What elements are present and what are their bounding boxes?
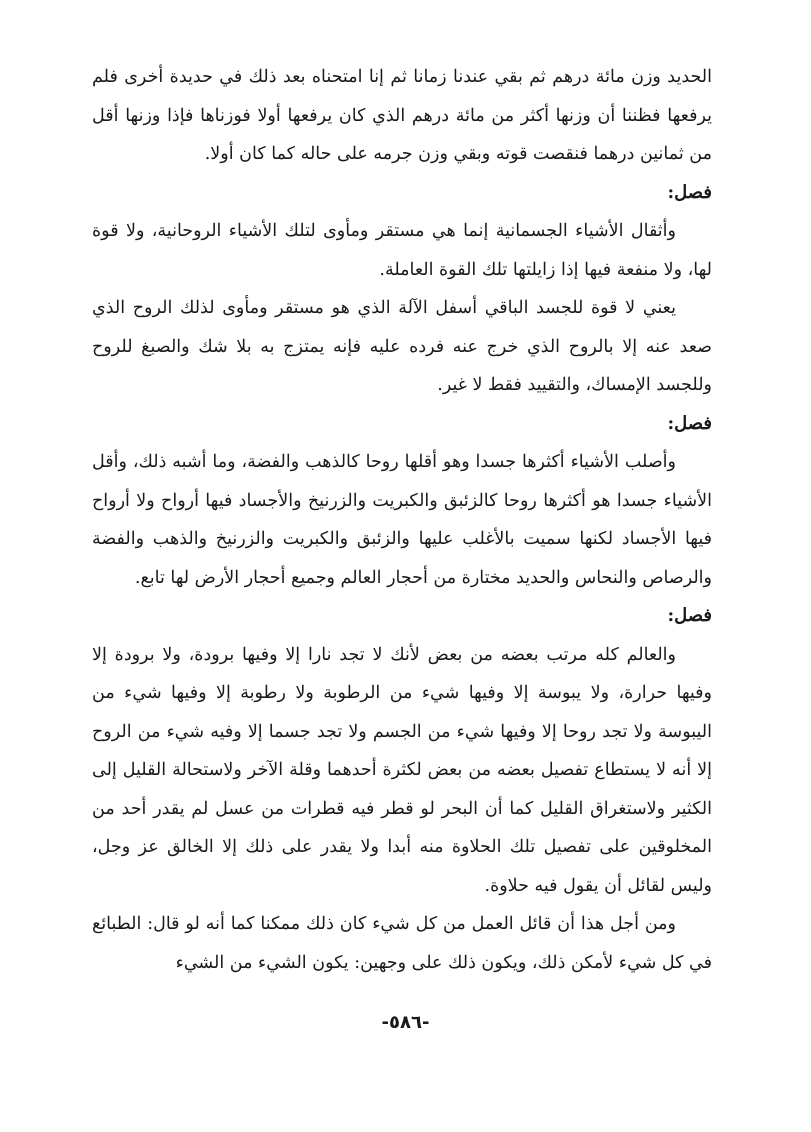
paragraph-3: يعني لا قوة للجسد الباقي أسفل الآلة الذي هو مستقر ومأوى لذلك الروح الذي صعد عنه إلا بالروح الذي خرج عنه فرده عليه فإنه يمتزج به بلا شك والصبغ للروح وللجسد الإمساك، والتقييد فقط لا غير. [92, 298, 712, 395]
page-body [92, 58, 712, 982]
section-heading-3: فصل: [667, 605, 712, 626]
section-heading-1: فصل: [667, 181, 712, 203]
paragraph-4: وأصلب الأشياء أكثرها جسدا وهو أقلها روحا كالذهب والفضة، وما أشبه ذلك، وأقل الأشياء جسدا هو أكثرها روحا كالزئبق والكبريت والزرنيخ والأجساد فيها أرواح ولا أرواح فيها الأجساد لكنها سميت بالأغلب عليها والزئبق والكبريت والزرنيخ والذهب والفضة والرصاص والنحاس والحديد مختارة من أحجار العالم وجميع أحجار الأرض لها تابع. [92, 452, 712, 588]
paragraph-2: وأثقال الأشياء الجسمانية إنما هي مستقر ومأوى لتلك الأشياء الروحانية، ولا قوة لها، ولا منفعة فيها إذا زايلتها تلك القوة العاملة. [92, 221, 712, 280]
section-heading-2: فصل: [667, 412, 712, 434]
page-number: -٥٨٦- [381, 1012, 430, 1033]
paragraph-1: الحديد وزن مائة درهم ثم بقي عندنا زمانا ثم إنا امتحناه بعد ذلك في حديدة أخرى فلم يرفعها فظننا أن وزنها أكثر من مائة درهم الذي كان يرفعها أولا فوزناها فإذا وزنها أقل من ثمانين درهما فنقصت قوته وبقي وزن جرمه على حاله كما كان أولا. [92, 67, 712, 164]
paragraph-5: والعالم كله مرتب بعضه من بعض لأنك لا تجد نارا إلا وفيها برودة، ولا برودة إلا وفيها حرارة، ولا يبوسة إلا وفيها شيء من الرطوبة ولا رطوبة إلا وفيها شيء من اليبوسة ولا تجد روحا إلا وفيها شيء من الجسم ولا تجد جسما إلا وفيه شيء من الروح إلا أنه لا يستطاع تفصيل بعضه من بعض لكثرة أحدهما وقلة الآخر ولاستحالة القليل إلى الكثير ولاستغراق القليل كما أن البحر لو قطر فيه قطرات من عسل لم يقدر أحد من المخلوقين على تفصيل تلك الحلاوة منه أبدا ولا يقدر على ذلك إلا الخالق عز وجل، وليس لقائل أن يقول فيه حلاوة. [92, 644, 712, 896]
paragraph-6: ومن أجل هذا أن قائل العمل من كل شيء كان ذلك ممكنا كما أنه لو قال: الطبائع في كل شيء لأمكن ذلك، ويكون ذلك على وجهين: يكون الشيء من الشيء [92, 914, 712, 973]
